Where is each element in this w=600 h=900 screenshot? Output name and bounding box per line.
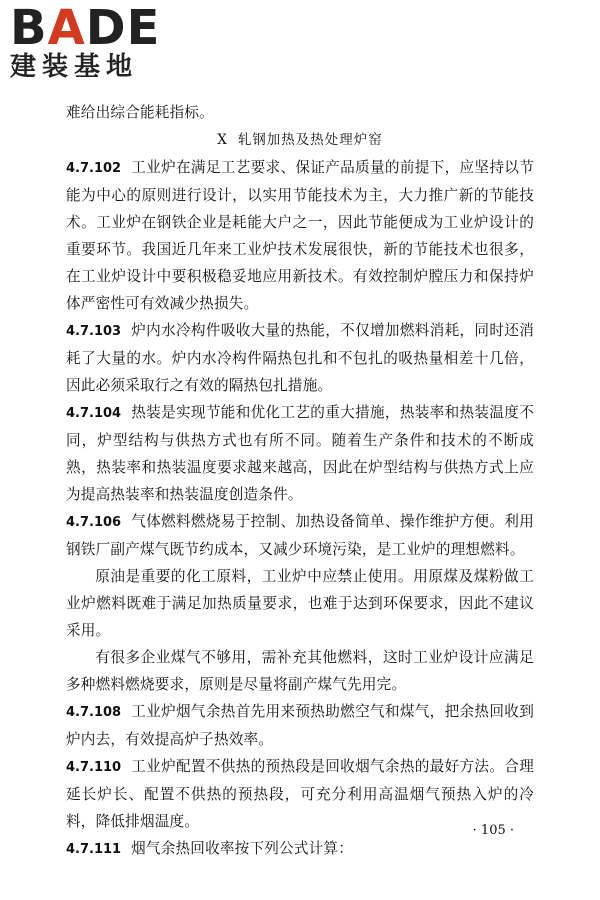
intro-line: 难给出综合能耗指标。 bbox=[66, 104, 214, 121]
clause-text: 烟气余热回收率按下列公式计算： bbox=[131, 840, 354, 857]
document-body bbox=[66, 99, 534, 863]
clause-number: 4.7.102 bbox=[66, 161, 122, 176]
clause-number: 4.7.103 bbox=[66, 324, 122, 339]
clause-text: 工业炉配置不供热的预热段是回收烟气余热的最好方法。合理延长炉长、配置不供热的预热段，可充分利用高温烟气预热入炉的冷料，降低排烟温度。 bbox=[66, 758, 534, 830]
section-heading bbox=[66, 126, 534, 154]
clause-number: 4.7.110 bbox=[66, 760, 122, 775]
clause-paragraph bbox=[66, 698, 534, 753]
clause-text: 炉内水冷构件吸收大量的热能，不仅增加燃料消耗，同时还消耗了大量的水。炉内水冷构件隔热包扎和不包扎的吸热量相差十几倍，因此必须采取行之有效的隔热包扎措施。 bbox=[66, 322, 534, 394]
clause-paragraph bbox=[66, 154, 534, 317]
clause-text: 气体燃料燃烧易于控制、加热设备简单、操作维护方便。利用钢铁厂副产煤气既节约成本，又减少环境污染，是工业炉的理想燃料。 bbox=[66, 513, 534, 558]
clause-number: 4.7.111 bbox=[66, 842, 122, 857]
clause-text: 工业炉在满足工艺要求、保证产品质量的前提下，应坚持以节能为中心的原则进行设计，以实用节能技术为主，大力推广新的节能技术。工业炉在钢铁企业是耗能大户之一，因此节能便成为工业炉设计的重要环节。我国近几年来工业炉技术发展很快，新的节能技术也很多，在工业炉设计中要积极稳妥地应用新技术。有效控制炉膛压力和保持炉体严密性可有效减少热损失。 bbox=[66, 159, 534, 312]
section-number: Ⅹ bbox=[217, 132, 228, 148]
continuation-paragraph: 原油是重要的化工原料，工业炉中应禁止使用。用原煤及煤粉做工业炉燃料既难于满足加热质量要求，也难于达到环保要求，因此不建议采用。 bbox=[66, 568, 534, 639]
clause-text: 热装是实现节能和优化工艺的重大措施，热装率和热装温度不同，炉型结构与供热方式也有所不同。随着生产条件和技术的不断成熟，热装率和热装温度要求越来越高，因此在炉型结构与供热方式上应为提高热装率和热装温度创造条件。 bbox=[66, 404, 534, 503]
watermark-logo bbox=[10, 0, 180, 82]
clause-paragraph bbox=[66, 317, 534, 399]
page-number: · 105 · bbox=[472, 823, 514, 838]
clause-paragraph bbox=[66, 399, 534, 508]
logo-subtitle: 建装基地 bbox=[10, 52, 139, 82]
logo-wordmark: BADE bbox=[10, 0, 161, 56]
clause-number: 4.7.106 bbox=[66, 515, 122, 530]
clause-paragraph bbox=[66, 753, 534, 835]
clause-paragraph bbox=[66, 835, 534, 863]
continuation-paragraph: 有很多企业煤气不够用，需补充其他燃料，这时工业炉设计应满足多种燃料燃烧要求，原则是尽量将副产煤气先用完。 bbox=[66, 649, 534, 693]
clause-number: 4.7.108 bbox=[66, 705, 122, 720]
clause-paragraph bbox=[66, 508, 534, 563]
clause-text: 工业炉烟气余热首先用来预热助燃空气和煤气，把余热回收到炉内去，有效提高炉子热效率。 bbox=[66, 703, 534, 748]
section-title: 轧钢加热及热处理炉窑 bbox=[237, 132, 383, 148]
clause-number: 4.7.104 bbox=[66, 406, 122, 421]
